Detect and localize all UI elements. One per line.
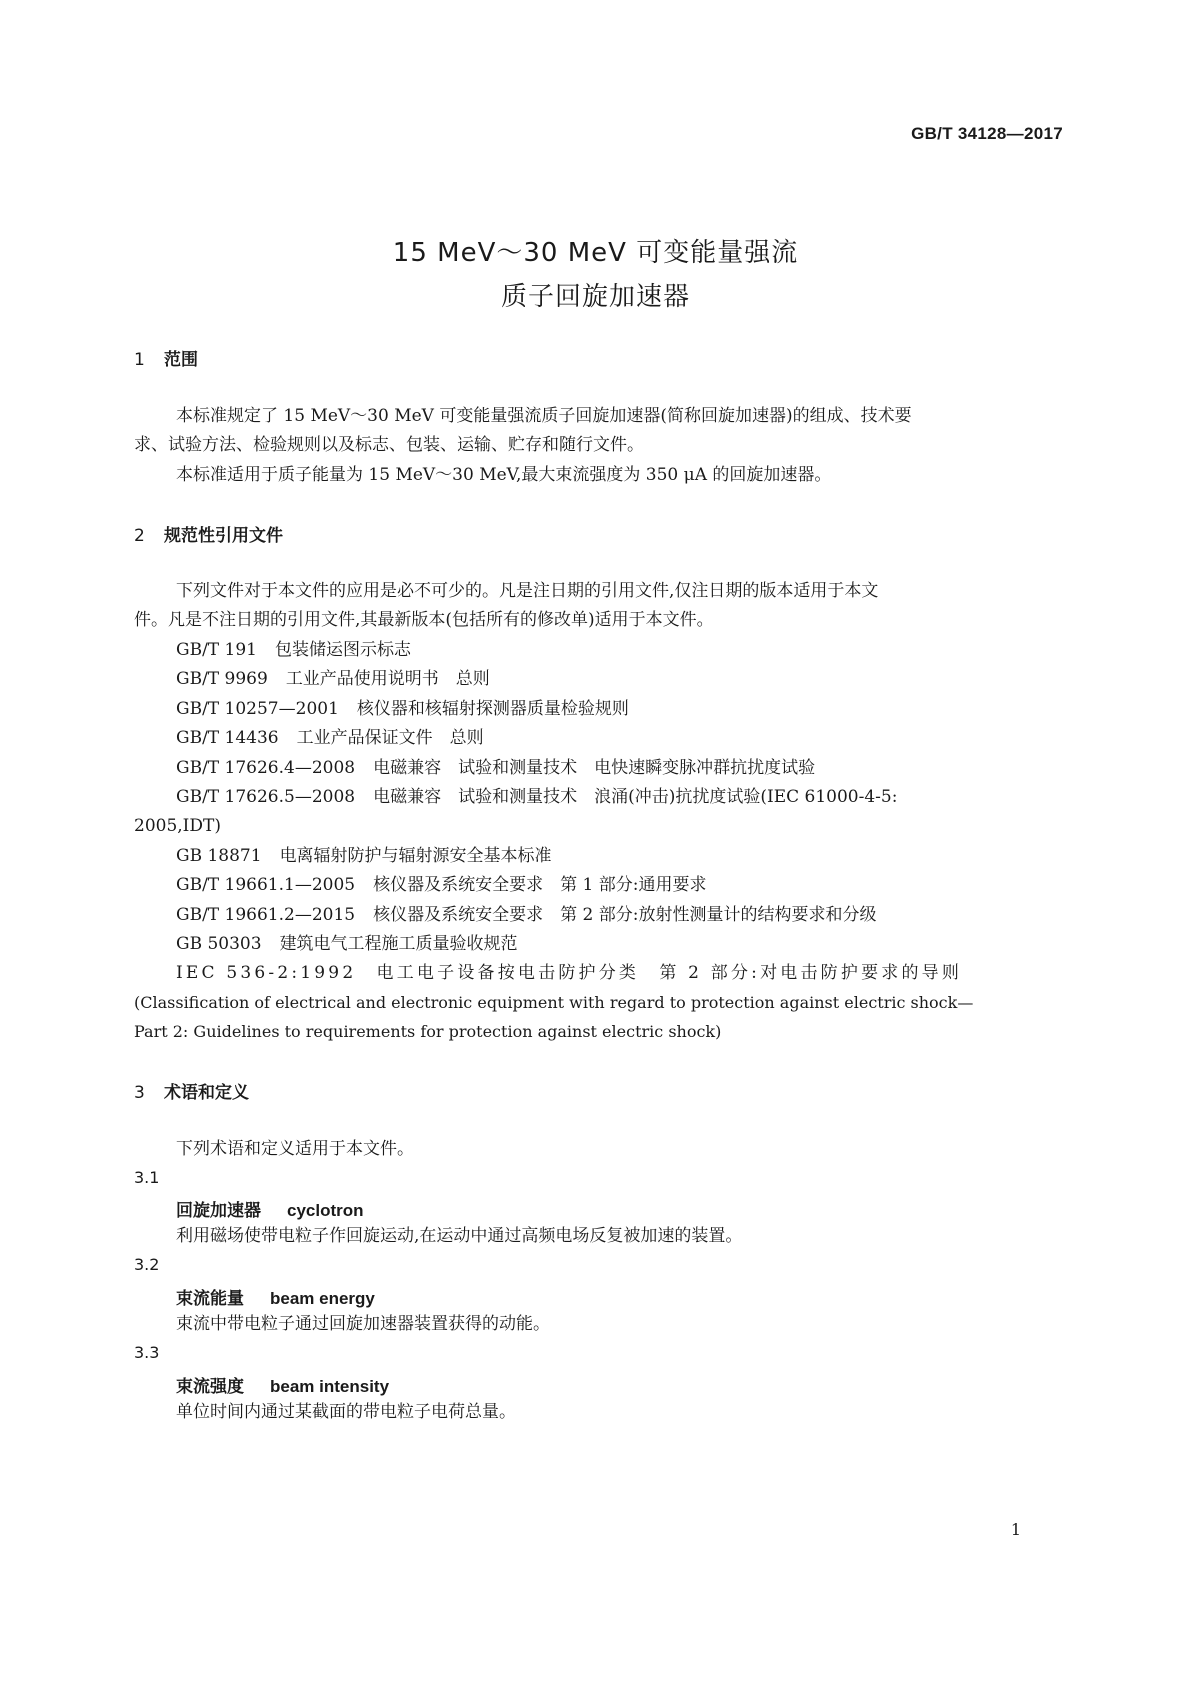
reference-title: 工业产品使用说明书 总则 (285, 669, 490, 689)
term-name (176, 1196, 364, 1221)
reference-item (176, 694, 629, 724)
reference-code: GB 50303 (176, 934, 262, 954)
reference-item (176, 782, 897, 812)
section-heading-1 (134, 345, 198, 370)
reference-item (176, 664, 490, 694)
reference-item (176, 753, 815, 783)
section-title: 术语和定义 (164, 1083, 249, 1103)
reference-code: GB/T 10257—2001 (176, 699, 339, 719)
term-number: 3.3 (134, 1343, 160, 1362)
reference-continuation: 2005,IDT) (134, 816, 221, 836)
section-title: 范围 (164, 350, 198, 370)
reference-item (176, 900, 876, 930)
reference-item (176, 635, 411, 665)
reference-code: GB/T 19661.1—2005 (176, 875, 356, 895)
term-number: 3.2 (134, 1255, 160, 1274)
page-number: 1 (1010, 1520, 1021, 1539)
reference-code: GB/T 17626.5—2008 (176, 787, 356, 807)
section-number: 2 (134, 526, 145, 546)
term-name-cn: 束流强度 (176, 1377, 244, 1397)
paragraph: 件。凡是不注日期的引用文件,其最新版本(包括所有的修改单)适用于本文件。 (134, 610, 714, 630)
standard-code: GB/T 34128—2017 (911, 124, 1063, 143)
reference-title: 包装储运图示标志 (275, 640, 411, 660)
term-name-cn: 束流能量 (176, 1289, 244, 1309)
term-definition: 单位时间内通过某截面的带电粒子电荷总量。 (176, 1402, 516, 1422)
reference-title: 核仪器及系统安全要求 第 2 部分:放射性测量计的结构要求和分级 (373, 905, 877, 925)
term-definition: 束流中带电粒子通过回旋加速器装置获得的动能。 (176, 1314, 550, 1334)
section-heading-3 (134, 1078, 249, 1103)
section-heading-2 (134, 521, 283, 546)
reference-code: GB/T 17626.4—2008 (176, 758, 356, 778)
section-number: 1 (134, 350, 145, 370)
reference-code: GB 18871 (176, 846, 262, 866)
term-name-en: cyclotron (287, 1201, 364, 1220)
reference-item-iec: IEC 536-2:1992 电工电子设备按电击防护分类 第 2 部分:对电击防护要求的导则 (176, 963, 963, 983)
paragraph: 本标准适用于质子能量为 15 MeV～30 MeV,最大束流强度为 350 μA 的回旋加速器。 (176, 465, 832, 485)
reference-title: 电离辐射防护与辐射源安全基本标准 (279, 846, 552, 866)
reference-title: 核仪器和核辐射探测器质量检验规则 (356, 699, 629, 719)
reference-code: GB/T 191 (176, 640, 257, 660)
paragraph: 求、试验方法、检验规则以及标志、包装、运输、贮存和随行文件。 (134, 435, 644, 455)
reference-continuation: (Classification of electrical and electronic equipment with regard to protection against electric shock— (134, 993, 974, 1012)
term-name-en: beam intensity (270, 1377, 390, 1396)
term-name-cn: 回旋加速器 (176, 1201, 261, 1221)
term-name-en: beam energy (270, 1289, 375, 1308)
reference-title: 建筑电气工程施工质量验收规范 (279, 934, 518, 954)
paragraph: 下列文件对于本文件的应用是必不可少的。凡是注日期的引用文件,仅注日期的版本适用于本文 (176, 581, 879, 601)
reference-code: GB/T 19661.2—2015 (176, 905, 356, 925)
term-name (176, 1284, 375, 1309)
reference-title: 工业产品保证文件 总则 (296, 728, 484, 748)
reference-code: GB/T 14436 (176, 728, 279, 748)
term-name (176, 1372, 389, 1397)
reference-item (176, 723, 484, 753)
reference-code: GB/T 9969 (176, 669, 268, 689)
term-number: 3.1 (134, 1168, 160, 1187)
paragraph: 下列术语和定义适用于本文件。 (176, 1139, 414, 1159)
reference-continuation: Part 2: Guidelines to requirements for protection against electric shock) (134, 1022, 722, 1041)
reference-item (176, 929, 518, 959)
document-title-line1: 15 MeV～30 MeV 可变能量强流 (392, 238, 799, 268)
reference-item (176, 870, 706, 900)
section-number: 3 (134, 1083, 145, 1103)
document-title-line2: 质子回旋加速器 (500, 282, 690, 312)
section-title: 规范性引用文件 (164, 526, 283, 546)
reference-item (176, 841, 552, 871)
reference-title: 电磁兼容 试验和测量技术 浪涌(冲击)抗扰度试验(IEC 61000-4-5: (373, 787, 898, 807)
reference-title: 核仪器及系统安全要求 第 1 部分:通用要求 (373, 875, 707, 895)
term-definition: 利用磁场使带电粒子作回旋运动,在运动中通过高频电场反复被加速的装置。 (176, 1226, 743, 1246)
reference-title: 电磁兼容 试验和测量技术 电快速瞬变脉冲群抗扰度试验 (373, 758, 816, 778)
paragraph: 本标准规定了 15 MeV～30 MeV 可变能量强流质子回旋加速器(简称回旋加速器)的组成、技术要 (176, 406, 912, 426)
